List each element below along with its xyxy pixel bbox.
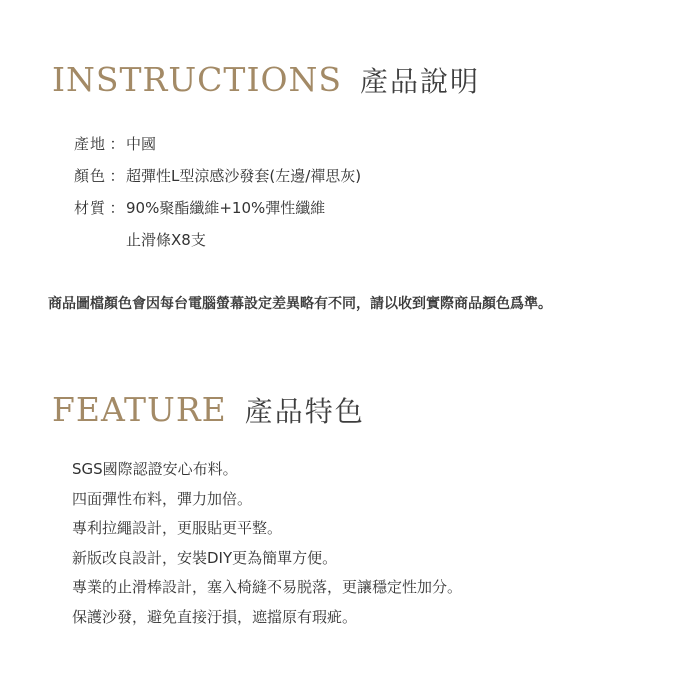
spec-list [74, 128, 361, 256]
feature-item: 專業的止滑棒設計，塞入椅縫不易脱落，更讓穩定性加分。 [72, 578, 463, 596]
spec-label: 材質 [74, 199, 107, 217]
feature-item: SGS國際認證安心布料。 [72, 460, 238, 478]
spec-colon: ： [109, 135, 125, 153]
feature-list [72, 455, 462, 632]
spec-colon: ： [109, 199, 125, 217]
spec-row-material [74, 192, 361, 224]
instructions-title-zh: 產品說明 [360, 65, 481, 98]
color-disclaimer: 商品圖檔顏色會因每台電腦螢幕設定差異略有不同，請以收到實際商品顏色爲準。 [48, 296, 552, 312]
spec-colon: ： [109, 167, 125, 185]
spec-value: 止滑條X8支 [126, 231, 206, 249]
spec-value: 90%聚酯纖維+10%彈性纖維 [126, 199, 326, 217]
feature-item: 四面彈性布料，彈力加倍。 [72, 489, 253, 508]
feature-heading [52, 390, 365, 430]
spec-row-color [74, 160, 361, 192]
spec-value: 超彈性L型涼感沙發套(左邊/禪思灰) [126, 167, 362, 185]
instructions-title-en: INSTRUCTIONS [52, 60, 343, 99]
spec-label: 產地 [74, 135, 107, 153]
feature-item: 專利拉繩設計，更服貼更平整。 [72, 519, 283, 537]
feature-item: 新版改良設計，安裝DIY更為簡單方便。 [72, 548, 338, 567]
feature-title-zh: 產品特色 [244, 395, 365, 428]
spec-row-origin [74, 128, 361, 160]
feature-item: 保護沙發，避免直接汙損，遮擋原有瑕疵。 [72, 607, 358, 626]
feature-title-en: FEATURE [52, 390, 227, 429]
spec-value: 中國 [126, 135, 157, 153]
spec-row-accessory [74, 224, 361, 256]
spec-label: 顏色 [74, 167, 107, 185]
instructions-heading [52, 60, 480, 100]
